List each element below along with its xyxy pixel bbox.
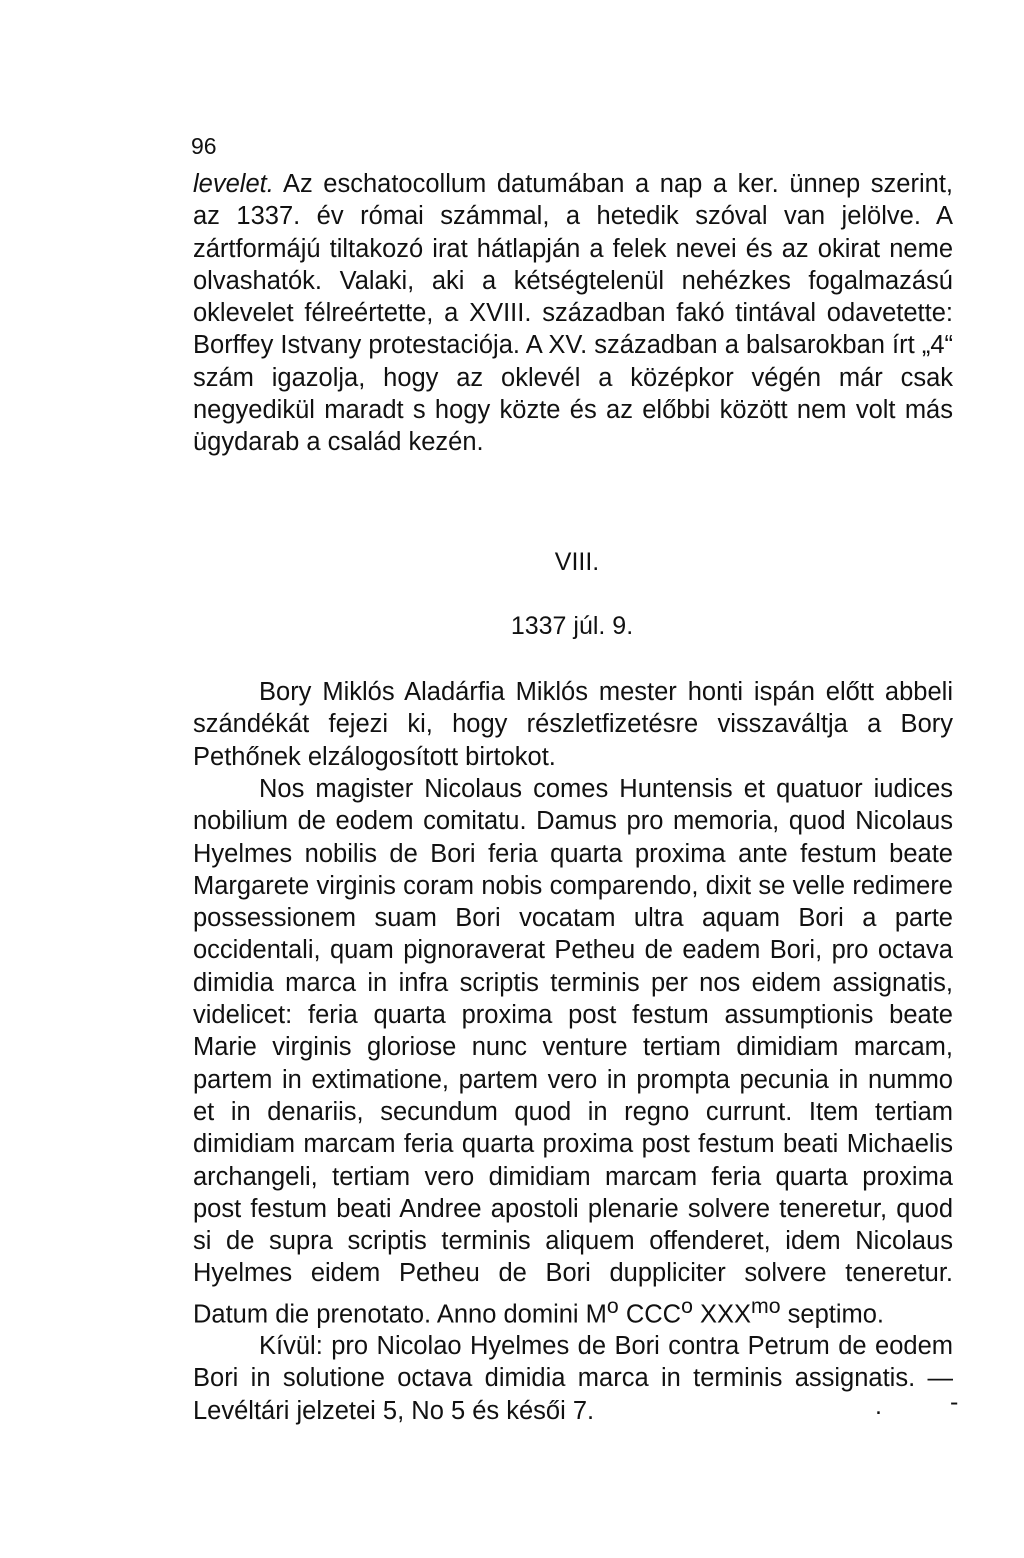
verso-note-paragraph	[193, 1330, 953, 1427]
latin-text-paragraph	[193, 773, 953, 1331]
superscript-mo: mo	[751, 1293, 781, 1318]
superscript-o-1: o	[606, 1293, 619, 1318]
regest-paragraph	[193, 676, 953, 773]
section-number: VIII.	[554, 548, 600, 576]
latin-xxx: XXX	[692, 1300, 752, 1329]
trailing-dash: -	[950, 1388, 959, 1416]
trailing-dot: .	[875, 1392, 882, 1420]
lead-text: Az eschatocollum datumában a nap a ker. ünnep szerint, az 1337. év római számmal, a hetedik szóval van jelölve. A zártformájú tiltakozó irat hátlapján a felek nevei és az okirat neme olvashatók. Valaki, aki a kétségtelenül nehézkes fogalmazású oklevelet félreértette, a XVIII. században fakó tintával odavetette: Borffey Istvany protestaciója. A XV. században a balsarokban írt „4“ szám igazolja, hogy az oklevél a középkor végén már csak negyedikül maradt s hogy közte és az előbbi között nem volt más ügydarab a család kezén.	[193, 170, 953, 457]
latin-end: septimo.	[780, 1300, 885, 1329]
regest-text: Bory Miklós Aladárfia Miklós mester honti ispán előtt abbeli szándékát fejezi ki, hogy részletfizetésre visszaváltja a Bory Pethőnek elzálogosított birtokot.	[193, 678, 953, 771]
latin-text: Nos magister Nicolaus comes Huntensis et quatuor iudices nobilium de eodem comitatu. Damus pro memoria, quod Nicolaus Hyelmes nobilis de Bori feria quarta proxima ante festum beate Margarete virginis coram nobis comparendo, dixit se velle redimere possessionem suam Bori vocatam ultra aquam Bori a parte occidentali, quam pignoraverat Petheu de eadem Bori, pro octava dimidia marca in infra scriptis terminis per nos eidem assignatis, videlicet: feria quarta proxima post festum assumptionis beate Marie virginis gloriose nunc venture tertiam dimidiam marcam, partem in extimatione, partem vero in prompta pecunia in nummo et in denariis, secundum quod in regno currunt. Item tertiam dimidiam marcam feria quarta proxima post festum beati Michaelis archangeli, tertiam vero dimidiam marcam feria quarta proxima post festum beati Andree apostoli plenarie solvere teneretur, quod si de supra scriptis terminis aliquem offenderet, idem Nicolaus Hyelmes eidem Petheu de Bori duppliciter solvere teneretur. Datum die prenotato. Anno domini M	[193, 775, 953, 1329]
lead-italic-word: levelet.	[193, 170, 274, 198]
document-date: 1337 júl. 9.	[510, 612, 634, 640]
latin-ccc: CCC	[618, 1300, 682, 1329]
superscript-o-2: o	[681, 1293, 693, 1318]
lead-paragraph	[193, 168, 953, 459]
verso-note: Kívül: pro Nicolao Hyelmes de Bori contra Petrum de eodem Bori in solutione octava dimidia marca in terminis assignatis. — Levéltári jelzetei 5, No 5 és késői 7.	[193, 1332, 953, 1425]
page-number: 96	[191, 133, 217, 159]
